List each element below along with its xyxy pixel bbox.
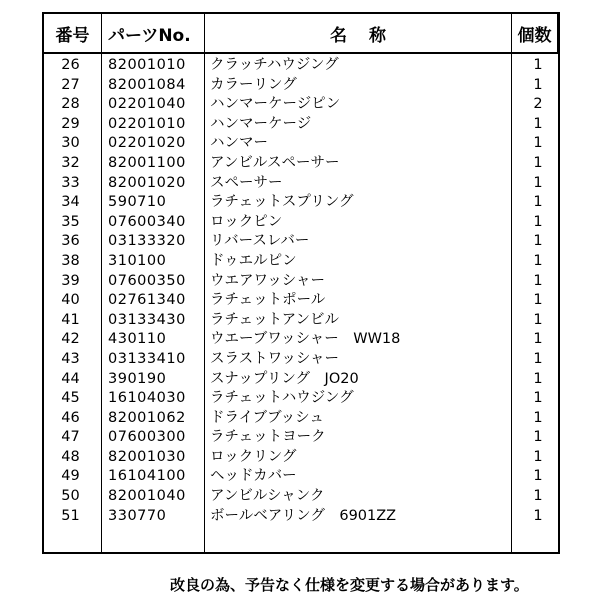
row-part-no: 82001010 xyxy=(108,57,186,73)
row-name: ラチェットスプリング xyxy=(210,194,354,211)
row-number: 30 xyxy=(61,135,80,152)
row-name: ラチェットアンビル xyxy=(210,311,340,328)
row-part-no: 16104100 xyxy=(108,468,186,485)
row-qty: 1 xyxy=(533,507,543,524)
row-qty: 1 xyxy=(533,488,543,505)
row-number: 51 xyxy=(61,507,80,524)
row-qty: 1 xyxy=(533,57,543,73)
row-number: 41 xyxy=(61,311,80,328)
row-name: ラチェットハウジング xyxy=(210,390,354,407)
row-number: 36 xyxy=(61,233,80,250)
row-number: 26 xyxy=(61,57,80,73)
row-qty: 1 xyxy=(533,76,543,93)
row-name: ドゥエルピン xyxy=(210,252,297,269)
row-name: クラッチハウジング xyxy=(210,57,339,73)
row-name: ラチェットヨーク xyxy=(210,429,326,446)
row-name: スラストワッシャー xyxy=(210,350,340,367)
row-part-no: 82001100 xyxy=(108,154,186,171)
row-part-no: 02201020 xyxy=(108,135,186,152)
row-qty: 1 xyxy=(533,390,543,407)
row-part-no: 310100 xyxy=(108,252,167,269)
row-part-no: 82001062 xyxy=(108,409,186,426)
row-name: ロックピン xyxy=(210,213,283,230)
row-part-no: 430110 xyxy=(108,331,167,348)
row-qty: 1 xyxy=(533,292,543,309)
column-qty xyxy=(512,54,558,552)
row-number: 47 xyxy=(61,429,80,446)
row-part-no: 03133320 xyxy=(108,233,186,250)
row-part-no: 82001084 xyxy=(108,76,186,93)
row-qty: 1 xyxy=(533,311,543,328)
row-name: スナップリング JO20 xyxy=(210,370,359,387)
row-name: ボールベアリング 6901ZZ xyxy=(210,507,397,524)
row-number: 34 xyxy=(61,194,80,211)
row-part-no: 16104030 xyxy=(108,390,186,407)
row-part-no: 82001030 xyxy=(108,448,186,465)
row-part-no: 02201010 xyxy=(108,115,186,132)
row-name: ハンマー xyxy=(210,135,268,152)
row-part-no: 07600340 xyxy=(108,213,186,230)
row-qty: 1 xyxy=(533,135,543,152)
row-name: ウエアワッシャー xyxy=(210,272,325,289)
row-number: 40 xyxy=(61,292,80,309)
row-name: スペーサー xyxy=(210,174,283,191)
header-qty: 個数 xyxy=(512,14,558,54)
column-name xyxy=(205,54,512,552)
row-qty: 1 xyxy=(533,154,543,171)
row-qty: 1 xyxy=(533,331,543,348)
row-name: ウエーブワッシャー WW18 xyxy=(210,331,401,348)
row-part-no: 390190 xyxy=(108,370,167,387)
row-name: リバースレバー xyxy=(210,233,310,250)
row-number: 48 xyxy=(61,448,80,465)
header-number: 番号 xyxy=(44,14,102,54)
row-number: 44 xyxy=(61,370,80,387)
row-name: ラチェットポール xyxy=(210,292,326,309)
row-number: 35 xyxy=(61,213,80,230)
row-name: ヘッドカバー xyxy=(210,468,297,485)
parts-table xyxy=(42,12,560,554)
row-qty: 1 xyxy=(533,233,543,250)
row-qty: 1 xyxy=(533,429,543,446)
row-qty: 1 xyxy=(533,370,543,387)
header-part-no: パーツNo. xyxy=(102,14,205,54)
row-qty: 1 xyxy=(533,468,543,485)
header-name: 名称 xyxy=(205,14,512,54)
row-number: 42 xyxy=(61,331,80,348)
row-number: 39 xyxy=(61,272,80,289)
row-name: ハンマーケージピン xyxy=(210,96,341,113)
row-number: 49 xyxy=(61,468,80,485)
row-qty: 1 xyxy=(533,409,543,426)
row-qty: 1 xyxy=(533,272,543,289)
row-qty: 1 xyxy=(533,350,543,367)
row-name: カラーリング xyxy=(210,76,297,93)
row-number: 43 xyxy=(61,350,80,367)
row-part-no: 03133430 xyxy=(108,311,186,328)
row-number: 28 xyxy=(61,96,80,113)
row-part-no: 07600300 xyxy=(108,429,186,446)
row-part-no: 07600350 xyxy=(108,272,186,289)
row-number: 32 xyxy=(61,154,80,171)
row-name: ハンマーケージ xyxy=(210,115,312,132)
row-name: ドライブブッシュ xyxy=(210,409,324,426)
row-part-no: 330770 xyxy=(108,507,167,524)
row-number: 45 xyxy=(61,390,80,407)
row-number: 46 xyxy=(61,409,80,426)
row-part-no: 82001020 xyxy=(108,174,186,191)
row-qty: 1 xyxy=(533,448,543,465)
row-part-no: 82001040 xyxy=(108,488,186,505)
column-part-no xyxy=(102,54,205,552)
row-number: 50 xyxy=(61,488,80,505)
row-name: ロックリング xyxy=(210,448,297,465)
row-qty: 1 xyxy=(533,115,543,132)
row-qty: 1 xyxy=(533,252,543,269)
row-number: 33 xyxy=(61,174,80,191)
row-part-no: 02761340 xyxy=(108,292,186,309)
row-number: 27 xyxy=(61,76,80,93)
row-part-no: 03133410 xyxy=(108,350,186,367)
row-qty: 1 xyxy=(533,194,543,211)
row-name: アンビルシャンク xyxy=(210,488,325,505)
column-number xyxy=(44,54,102,552)
row-number: 29 xyxy=(61,115,80,132)
footnote: 改良の為、予告なく仕様を変更する場合があります。 xyxy=(170,576,529,594)
row-number: 38 xyxy=(61,252,80,269)
row-qty: 1 xyxy=(533,213,543,230)
row-qty: 2 xyxy=(533,96,543,113)
row-name: アンビルスペーサー xyxy=(210,154,340,171)
row-part-no: 02201040 xyxy=(108,96,186,113)
row-part-no: 590710 xyxy=(108,194,167,211)
row-qty: 1 xyxy=(533,174,543,191)
